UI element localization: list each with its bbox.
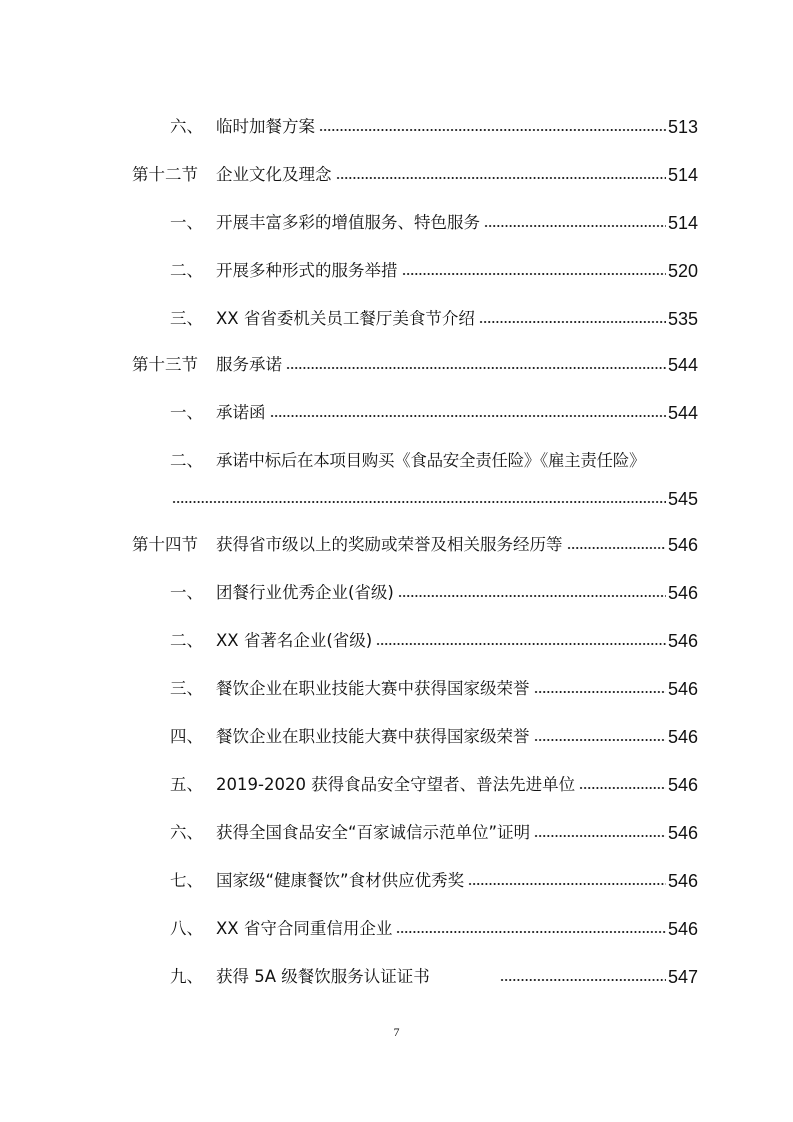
toc-entry-number: 六、 [170,117,203,136]
toc-entry[interactable] [170,398,698,424]
toc-entry-page: 544 [667,403,698,423]
toc-entry-continuation[interactable] [172,484,698,510]
toc-entry-page: 513 [667,117,698,137]
toc-entry-page: 546 [667,823,698,843]
toc-entry-title: 2019-2020 获得食品安全守望者、普法先进单位 [216,775,576,794]
toc-entry[interactable] [170,674,698,700]
leader-dots [479,319,666,325]
toc-entry[interactable] [170,626,698,652]
toc-entry-title: 承诺函 [216,403,266,422]
toc-entry-number: 二、 [170,631,203,650]
toc-entry-page: 546 [667,631,698,651]
toc-entry-title: 开展多种形式的服务举措 [216,261,398,280]
leader-dots [172,499,666,505]
leader-dots [579,785,666,791]
toc-section[interactable] [132,350,698,376]
toc-entry-title: 获得省市级以上的奖励或荣誉及相关服务经历等 [216,535,563,554]
toc-entry-title: XX 省守合同重信用企业 [216,919,393,938]
toc-entry-number: 二、 [170,451,203,470]
leader-dots [270,413,666,419]
toc-section[interactable] [132,530,698,556]
toc-entry-title: 服务承诺 [216,355,282,374]
toc-entry-number: 一、 [170,403,203,422]
toc-entry-title: XX 省著名企业(省级) [216,631,373,650]
leader-dots [402,271,666,277]
toc-entry-wrapped[interactable] [170,446,698,472]
leader-dots [319,127,666,133]
toc-entry-page: 514 [667,165,698,185]
toc-entry-number: 第十三节 [132,355,198,374]
toc-entry-number: 四、 [170,727,203,746]
toc-entry-page: 545 [667,489,698,509]
toc-entry[interactable] [170,578,698,604]
toc-entry-page: 544 [667,355,698,375]
toc-entry-title: 餐饮企业在职业技能大赛中获得国家级荣誉 [216,679,530,698]
toc-entry-page: 546 [667,727,698,747]
leader-dots [534,833,666,839]
leader-dots [567,545,666,551]
toc-entry-number: 一、 [170,213,203,232]
leader-dots [484,223,666,229]
toc-entry-page: 546 [667,679,698,699]
toc-entry-page: 535 [667,309,698,329]
toc-entry-title: 获得 5A 级餐饮服务认证证书 [216,967,430,986]
leader-dots [336,175,666,181]
leader-dots [398,593,666,599]
toc-entry-number: 第十二节 [132,165,198,184]
toc-entry-page: 547 [667,967,698,987]
toc-entry-title: 企业文化及理念 [216,165,332,184]
toc-entry-title: XX 省省委机关员工餐厅美食节介绍 [216,309,475,328]
toc-entry-title: 团餐行业优秀企业(省级) [216,583,394,602]
toc-entry[interactable] [170,818,698,844]
leader-dots [468,881,666,887]
toc-entry-title: 餐饮企业在职业技能大赛中获得国家级荣誉 [216,727,530,746]
toc-entry-number: 二、 [170,261,203,280]
toc-entry-number: 七、 [170,871,203,890]
toc-entry-page: 514 [667,213,698,233]
toc-entry-number: 三、 [170,679,203,698]
toc-entry-number: 三、 [170,309,203,328]
toc-entry-title: 国家级“健康餐饮”食材供应优秀奖 [216,871,465,890]
toc-entry-title: 开展丰富多彩的增值服务、特色服务 [216,213,480,232]
toc-entry[interactable] [170,256,698,282]
toc-entry-page: 546 [667,583,698,603]
leader-dots [534,737,666,743]
toc-entry-number: 九、 [170,967,203,986]
page-number: 7 [393,1025,400,1039]
leader-dots [376,641,666,647]
toc-entry-page: 520 [667,261,698,281]
toc-entry[interactable] [170,866,698,892]
leader-dots [286,365,666,371]
toc-entry-page: 546 [667,919,698,939]
toc-entry[interactable] [170,208,698,234]
toc-entry-number: 第十四节 [132,535,198,554]
leader-dots [534,689,666,695]
toc-entry-number: 六、 [170,823,203,842]
toc-entry-number: 五、 [170,775,203,794]
toc-entry-page: 546 [667,535,698,555]
toc-entry[interactable] [170,304,698,330]
toc-entry-page: 546 [667,775,698,795]
toc-section[interactable] [132,160,698,186]
toc-entry[interactable] [170,770,698,796]
toc-entry-title: 获得全国食品安全“百家诚信示范单位”证明 [216,823,531,842]
toc-entry[interactable] [170,722,698,748]
leader-dots [396,929,666,935]
toc-entry[interactable] [170,914,698,940]
toc-entry-title: 承诺中标后在本项目购买《食品安全责任险》《雇主责任险》 [216,451,646,470]
toc-entry-number: 八、 [170,919,203,938]
leader-dots [500,977,666,983]
toc-entry[interactable] [170,112,698,138]
toc-entry-page: 546 [667,871,698,891]
toc-entry[interactable] [170,962,698,988]
toc-entry-number: 一、 [170,583,203,602]
toc-entry-title: 临时加餐方案 [216,117,315,136]
